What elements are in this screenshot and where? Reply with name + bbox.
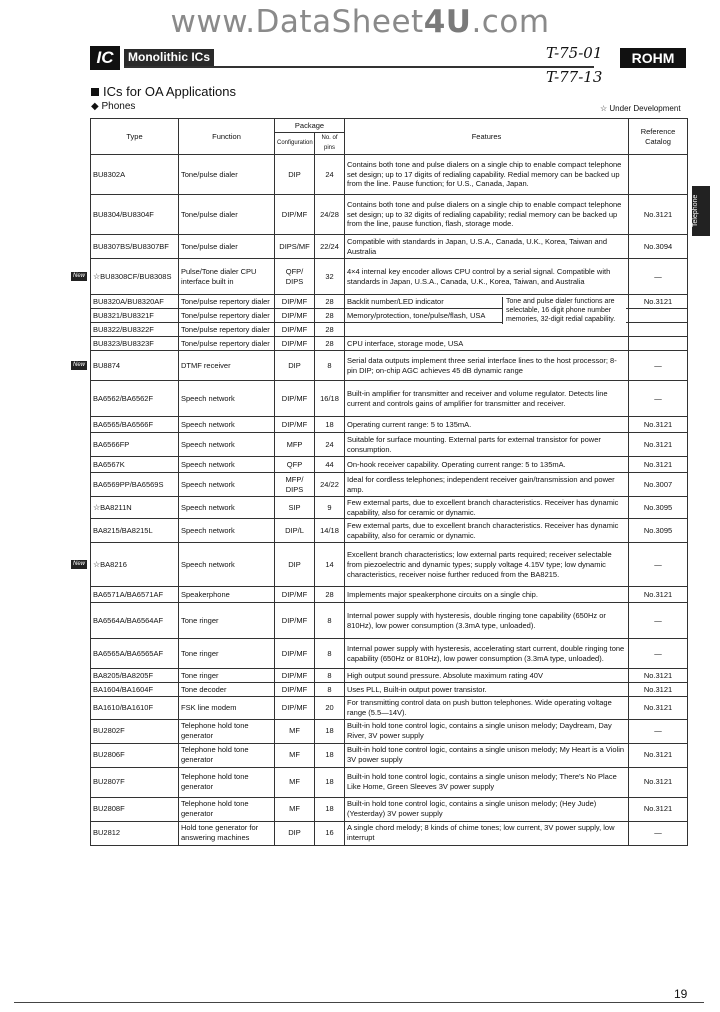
pins-cell: 8 [315, 669, 345, 683]
type-cell [91, 697, 179, 719]
function-cell: Tone/pulse repertory dialer [179, 323, 275, 337]
reference-cell: — [629, 381, 688, 417]
table-row [91, 683, 688, 697]
features-cell: High output sound pressure. Absolute maximum rating 40V [345, 669, 629, 683]
function-cell: Telephone hold tone generator [179, 719, 275, 743]
function-cell: Speech network [179, 497, 275, 519]
features-cell: Few external parts, due to excellent branch characteristics. Receiver has dynamic capability, also for ceramic or dynamic. [345, 497, 629, 519]
header-type: Type [91, 119, 179, 155]
table-row [91, 433, 688, 457]
function-cell: Tone/pulse dialer [179, 235, 275, 259]
function-cell: Speech network [179, 381, 275, 417]
reference-cell: — [629, 543, 688, 587]
pins-cell: 16 [315, 821, 345, 845]
reference-cell: No.3121 [629, 743, 688, 767]
reference-cell: No.3094 [629, 235, 688, 259]
configuration-cell: DIP/MF [275, 587, 315, 603]
table-row [91, 195, 688, 235]
type-cell [91, 587, 179, 603]
new-badge: New [73, 272, 86, 279]
features-cell: Suitable for surface mounting. External parts for external transistor for power consumption. [345, 433, 629, 457]
type-cell [91, 309, 179, 323]
table-row [91, 259, 688, 295]
features-cell: Implements major speakerphone circuits on a single chip. [345, 587, 629, 603]
configuration-cell: DIP/MF [275, 337, 315, 351]
reference-cell [629, 155, 688, 195]
type-name: BA6566FP [93, 439, 130, 449]
configuration-cell: DIP/MF [275, 295, 315, 309]
features-cell: Operating current range: 5 to 135mA. [345, 417, 629, 433]
pins-cell: 8 [315, 351, 345, 381]
table-row [91, 767, 688, 797]
reference-cell: — [629, 351, 688, 381]
configuration-cell: DIP/MF [275, 669, 315, 683]
reference-cell: No.3121 [629, 669, 688, 683]
features-cell: Uses PLL, Built-in output power transistor. [345, 683, 629, 697]
features-cell: For transmitting control data on push button telephones. Wide operating voltage range (5.5—14V). [345, 697, 629, 719]
table-row [91, 235, 688, 259]
configuration-cell: DIP/MF [275, 697, 315, 719]
pins-cell: 28 [315, 295, 345, 309]
features-cell: Internal power supply with hysteresis, double ringing tone capability (650Hz or 810Hz), low power consumption (3.3mA type, unloaded). [345, 603, 629, 639]
function-cell: Tone/pulse repertory dialer [179, 337, 275, 351]
function-cell: FSK line modem [179, 697, 275, 719]
reference-cell: No.3007 [629, 473, 688, 497]
type-cell [91, 683, 179, 697]
table-row [91, 697, 688, 719]
pins-cell: 8 [315, 603, 345, 639]
type-name: BA8216 [100, 560, 127, 570]
reference-cell: — [629, 639, 688, 669]
pins-cell: 24 [315, 155, 345, 195]
table-row [91, 337, 688, 351]
reference-cell: No.3121 [629, 697, 688, 719]
side-tab: Telephone [692, 186, 710, 236]
type-cell [91, 433, 179, 457]
pins-cell: 24 [315, 433, 345, 457]
table-row [91, 323, 688, 337]
reference-cell: No.3121 [629, 683, 688, 697]
type-cell [91, 417, 179, 433]
brand-logo: ROHM [620, 48, 686, 68]
configuration-cell: DIP [275, 351, 315, 381]
pins-cell: 18 [315, 719, 345, 743]
pins-cell: 18 [315, 417, 345, 433]
features-cell: Built-in hold tone control logic, contains a single unison melody; My Heart is a Violin 3V power supply [345, 743, 629, 767]
handwritten-code-1: T-75-01 [546, 44, 603, 62]
type-cell [91, 473, 179, 497]
table-row [91, 821, 688, 845]
type-name: BU2807F [93, 777, 125, 787]
header-function: Function [179, 119, 275, 155]
page-number: 19 [674, 987, 688, 1001]
pins-cell: 14/18 [315, 519, 345, 543]
features-cell: 4×4 internal key encoder allows CPU control by a serial signal. Compatible with standards in Japan, U.S.A., Canada, U.K., Korea, Taiwan, and Australia [345, 259, 629, 295]
configuration-cell: QFP/ DIPS [275, 259, 315, 295]
pins-cell: 9 [315, 497, 345, 519]
configuration-cell: MFP [275, 433, 315, 457]
type-cell [91, 195, 179, 235]
reference-cell: No.3121 [629, 767, 688, 797]
type-name: BA6562/BA6562F [93, 393, 154, 403]
reference-cell: — [629, 259, 688, 295]
features-cell: Built-in amplifier for transmitter and receiver and volume regulator. Detects line current and controls gains of amplifier for transmitter and receiver. [345, 381, 629, 417]
pins-cell: 28 [315, 309, 345, 323]
new-badge: New [73, 561, 86, 568]
features-cell: Serial data outputs implement three serial interface lines to the host processor; 8-pin DIP; on-chip AGC achieves 45 dB dynamic range [345, 351, 629, 381]
function-cell: DTMF receiver [179, 351, 275, 381]
type-cell [91, 719, 179, 743]
reference-cell: No.3121 [629, 457, 688, 473]
type-cell [91, 155, 179, 195]
configuration-cell: DIP/L [275, 519, 315, 543]
type-cell [91, 669, 179, 683]
header-features: Features [345, 119, 629, 155]
function-cell: Pulse/Tone dialer CPU interface built in [179, 259, 275, 295]
under-development-star-icon: ☆ [93, 560, 101, 570]
ic-logo: IC [90, 46, 120, 70]
type-name: BA8211N [100, 502, 132, 512]
features-text: CPU interface, storage mode, USA [347, 338, 464, 348]
type-name: BU2808F [93, 804, 125, 814]
function-cell: Telephone hold tone generator [179, 797, 275, 821]
function-cell: Hold tone generator for answering machines [179, 821, 275, 845]
function-cell: Tone/pulse dialer [179, 195, 275, 235]
under-development-note: ☆ Under Development [600, 104, 681, 113]
function-cell: Speech network [179, 473, 275, 497]
pins-cell: 20 [315, 697, 345, 719]
configuration-cell: DIP [275, 821, 315, 845]
function-cell: Tone ringer [179, 639, 275, 669]
type-name: BU8308CF/BU8308S [100, 271, 172, 281]
type-name: BU8304/BU8304F [93, 209, 154, 219]
header-configuration: Configuration [275, 133, 315, 155]
configuration-cell: DIP/MF [275, 639, 315, 669]
table-row [91, 587, 688, 603]
configuration-cell: DIP [275, 155, 315, 195]
pins-cell: 22/24 [315, 235, 345, 259]
reference-cell [629, 309, 688, 323]
type-cell [91, 519, 179, 543]
configuration-cell: MF [275, 767, 315, 797]
pins-cell: 16/18 [315, 381, 345, 417]
section-subtitle: ◆ Phones [91, 101, 136, 112]
type-name: BA1604/BA1604F [93, 685, 154, 695]
configuration-cell: DIP [275, 543, 315, 587]
type-name: BU8323/BU8323F [93, 338, 154, 348]
configuration-cell: DIP/MF [275, 381, 315, 417]
configuration-cell: MF [275, 743, 315, 767]
type-name: BA6564A/BA6564AF [93, 616, 164, 626]
pins-cell: 8 [315, 639, 345, 669]
type-name: BA8215/BA8215L [93, 526, 153, 536]
header-rule [124, 66, 594, 68]
reference-cell: No.3121 [629, 295, 688, 309]
function-cell: Tone decoder [179, 683, 275, 697]
type-cell [73, 351, 179, 381]
type-cell [91, 295, 179, 309]
pins-cell: 44 [315, 457, 345, 473]
group-note: Tone and pulse dialer functions are selectable, 16 digit phone number memories, 32-digit redial capability. [502, 297, 626, 324]
product-table [73, 118, 688, 846]
table-row [91, 295, 688, 309]
type-name: BA6571A/BA6571AF [93, 590, 164, 600]
features-cell: Excellent branch characteristics; low external parts required; receiver selectable from piezoelectric and dynamic types; supply voltage 4.15V type; low dynamic characteristics, receiver noise further reduced from the BA8215. [345, 543, 629, 587]
type-name: BU8307BS/BU8307BF [93, 241, 169, 251]
bottom-rule [14, 1002, 704, 1003]
function-cell: Tone/pulse repertory dialer [179, 309, 275, 323]
type-cell [91, 603, 179, 639]
table-row [91, 457, 688, 473]
type-name: BU8874 [93, 360, 121, 370]
pins-cell: 18 [315, 797, 345, 821]
function-cell: Speech network [179, 433, 275, 457]
configuration-cell: DIP/MF [275, 683, 315, 697]
header-package: Package [275, 119, 345, 133]
pins-cell: 28 [315, 337, 345, 351]
table-row [91, 743, 688, 767]
table-row [91, 603, 688, 639]
type-name: BU2806F [93, 750, 125, 760]
configuration-cell: DIP/MF [275, 309, 315, 323]
type-name: BA6565A/BA6565AF [93, 649, 164, 659]
type-name: BA8205/BA8205F [93, 671, 154, 681]
table-row [91, 381, 688, 417]
new-badge: New [73, 361, 86, 368]
reference-cell [629, 323, 688, 337]
features-cell: Compatible with standards in Japan, U.S.A., Canada, U.K., Korea, Taiwan and Australia [345, 235, 629, 259]
type-name: BU2802F [93, 726, 125, 736]
type-cell [73, 543, 179, 587]
table-row [91, 519, 688, 543]
table-row [91, 497, 688, 519]
function-cell: Tone ringer [179, 603, 275, 639]
features-cell: Built-in hold tone control logic, contains a single unison melody; There's No Place Like Home, Green Sleeves 3V power supply [345, 767, 629, 797]
configuration-cell: MFP/ DIPS [275, 473, 315, 497]
features-cell: Contains both tone and pulse dialers on a single chip to enable compact telephone set design; up to 32 digits of redialing capability; redial memory can be backed up from the line, pause function, flash, storage mode. [345, 195, 629, 235]
under-development-star-icon: ☆ [93, 271, 101, 281]
section-title: ICs for OA Applications [91, 84, 236, 99]
function-cell: Speech network [179, 543, 275, 587]
type-cell [73, 259, 179, 295]
function-cell: Speakerphone [179, 587, 275, 603]
configuration-cell: MF [275, 719, 315, 743]
type-cell [91, 743, 179, 767]
reference-cell: No.3121 [629, 195, 688, 235]
reference-cell: No.3121 [629, 587, 688, 603]
features-cell [345, 337, 629, 351]
features-cell: Built-in hold tone control logic, contains a single unison melody; Daydream, Day River, 3V power supply [345, 719, 629, 743]
type-cell [91, 381, 179, 417]
type-cell [91, 821, 179, 845]
features-cell: Built-in hold tone control logic, contains a single unison melody; (Hey Jude) (Yesterday) 3V power supply [345, 797, 629, 821]
table-body [73, 155, 688, 845]
reference-cell: No.3121 [629, 433, 688, 457]
pins-cell: 8 [315, 683, 345, 697]
type-name: BU8302A [93, 169, 126, 179]
type-name: BA1610/BA1610F [93, 703, 154, 713]
function-cell: Speech network [179, 519, 275, 543]
pins-cell: 28 [315, 587, 345, 603]
features-cell: A single chord melody; 8 kinds of chime tones; low current, 3V power supply, low interrupt [345, 821, 629, 845]
reference-cell: — [629, 719, 688, 743]
type-name: BU2812 [93, 828, 121, 838]
watermark-url: www.DataSheet4U.com [170, 4, 550, 40]
configuration-cell: MF [275, 797, 315, 821]
configuration-cell: DIP/MF [275, 195, 315, 235]
type-name: BA6565/BA6566F [93, 419, 154, 429]
configuration-cell: SIP [275, 497, 315, 519]
table-row [91, 155, 688, 195]
type-name: BU8322/BU8322F [93, 324, 154, 334]
type-cell [91, 337, 179, 351]
type-cell [91, 457, 179, 473]
table-row [91, 351, 688, 381]
features-cell [345, 323, 629, 337]
type-cell [91, 323, 179, 337]
configuration-cell: QFP [275, 457, 315, 473]
reference-cell: — [629, 603, 688, 639]
pins-cell: 18 [315, 743, 345, 767]
function-cell: Tone/pulse dialer [179, 155, 275, 195]
table-row [91, 669, 688, 683]
table-row [91, 417, 688, 433]
function-cell: Speech network [179, 417, 275, 433]
type-name: BA6569PP/BA6569S [93, 479, 164, 489]
reference-cell [629, 337, 688, 351]
reference-cell: — [629, 821, 688, 845]
function-cell: Telephone hold tone generator [179, 767, 275, 797]
type-cell [91, 767, 179, 797]
table-row [91, 639, 688, 669]
configuration-cell: DIP/MF [275, 417, 315, 433]
handwritten-code-2: T-77-13 [546, 68, 603, 86]
type-name: BU8321/BU8321F [93, 310, 154, 320]
table-row [91, 719, 688, 743]
configuration-cell: DIP/MF [275, 603, 315, 639]
table-row [91, 797, 688, 821]
type-name: BA6567K [93, 459, 125, 469]
pins-cell: 24/22 [315, 473, 345, 497]
configuration-cell: DIP/MF [275, 323, 315, 337]
features-cell: Ideal for cordless telephones; independent receiver gain/transmission and power amp. [345, 473, 629, 497]
function-cell: Tone/pulse repertory dialer [179, 295, 275, 309]
bullet-square-icon [91, 88, 99, 96]
features-cell: Few external parts, due to excellent branch characteristics. Receiver has dynamic capability, also for ceramic or dynamic. [345, 519, 629, 543]
under-development-star-icon: ☆ [93, 502, 101, 512]
type-cell [91, 235, 179, 259]
reference-cell: No.3121 [629, 417, 688, 433]
reference-cell: No.3121 [629, 797, 688, 821]
features-text: Backlit number/LED indicator [347, 296, 444, 306]
function-cell: Speech network [179, 457, 275, 473]
type-name: BU8320A/BU8320AF [93, 296, 164, 306]
pins-cell: 32 [315, 259, 345, 295]
type-cell [91, 797, 179, 821]
header-reference: Reference Catalog [629, 119, 688, 155]
configuration-cell: DIPS/MF [275, 235, 315, 259]
features-cell: Internal power supply with hysteresis, accelerating start current, double ringing tone capability (650Hz or 810Hz), low power consumption (3.3mA type, unloaded). [345, 639, 629, 669]
reference-cell: No.3095 [629, 519, 688, 543]
function-cell: Telephone hold tone generator [179, 743, 275, 767]
features-cell: On-hook receiver capability. Operating current range: 5 to 135mA. [345, 457, 629, 473]
table-row [91, 473, 688, 497]
reference-cell: No.3095 [629, 497, 688, 519]
features-text: Memory/protection, tone/pulse/flash, USA [347, 310, 486, 320]
pins-cell: 14 [315, 543, 345, 587]
header-pins: No. of pins [315, 133, 345, 155]
pins-cell: 28 [315, 323, 345, 337]
table-row [91, 543, 688, 587]
pins-cell: 18 [315, 767, 345, 797]
function-cell: Tone ringer [179, 669, 275, 683]
type-cell [91, 497, 179, 519]
type-cell [91, 639, 179, 669]
features-cell: Contains both tone and pulse dialers on a single chip to enable compact telephone set design; up to 17 digits of redialing capability. Redial memory can be backed up from the line. Pause function; for U.S., Canada, Japan. [345, 155, 629, 195]
category-label: Monolithic ICs [124, 49, 214, 66]
pins-cell: 24/28 [315, 195, 345, 235]
